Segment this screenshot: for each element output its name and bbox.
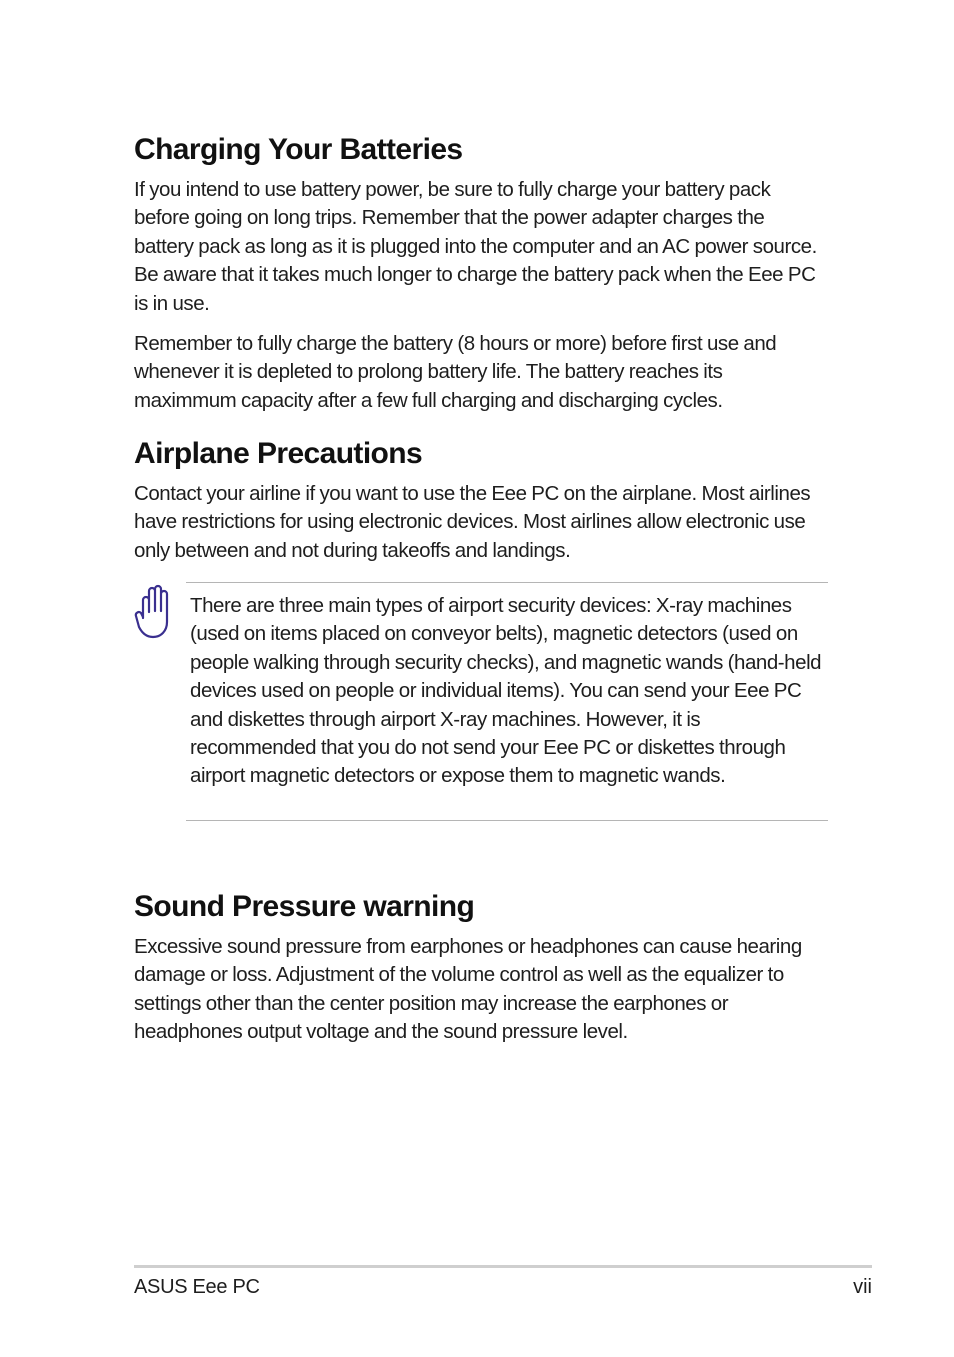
footer-divider (134, 1265, 872, 1268)
footer-product-name: ASUS Eee PC (134, 1276, 260, 1298)
section-sound-pressure (134, 889, 828, 1047)
page-number: vii (853, 1276, 872, 1298)
heading-charging-batteries: Charging Your Batteries (134, 133, 463, 166)
paragraph-airplane-1: Contact your airline if you want to use the Eee PC on the airplane. Most airlines have restrictions for using electronic devices. Most airlines allow electronic use only between and not during takeoffs and landings. (134, 482, 811, 562)
hand-stop-icon (134, 584, 174, 642)
section-airplane-precautions (134, 436, 828, 565)
note-divider-bottom (186, 820, 828, 821)
paragraph-charging-2: Remember to fully charge the battery (8 hours or more) before first use and whenever it is depleted to prolong battery life. The battery reaches its maximmum capacity after a few full charging and discharging cycles. (134, 332, 777, 412)
section-charging-batteries (134, 132, 828, 415)
heading-airplane-precautions: Airplane Precautions (134, 437, 423, 470)
heading-sound-pressure: Sound Pressure warning (134, 890, 475, 923)
note-text: There are three main types of airport security devices: X-ray machines (used on items placed on conveyor belts), magnetic detectors (used on people walking through security checks), and magnetic wands (hand-held devices used on people or individual items). You can send your Eee PC and diskettes through airport X-ray machines. However, it is recommended that you do not send your Eee PC or diskettes through airport magnetic detectors or expose them to magnetic wands. (190, 594, 822, 788)
note-divider-top (186, 582, 828, 583)
paragraph-sound-1: Excessive sound pressure from earphones or headphones can cause hearing damage or loss. Adjustment of the volume control as well as the equalizer to settings other than the center position may increase the earphones or headphones output voltage and the sound pressure level. (134, 935, 802, 1044)
paragraph-charging-1: If you intend to use battery power, be sure to fully charge your battery pack before going on long trips. Remember that the power adapter charges the battery pack as long as it is plugged into the computer and an AC power source. Be aware that it takes much longer to charge the battery pack when the Eee PC is in use. (134, 178, 817, 315)
caution-note (134, 582, 828, 822)
